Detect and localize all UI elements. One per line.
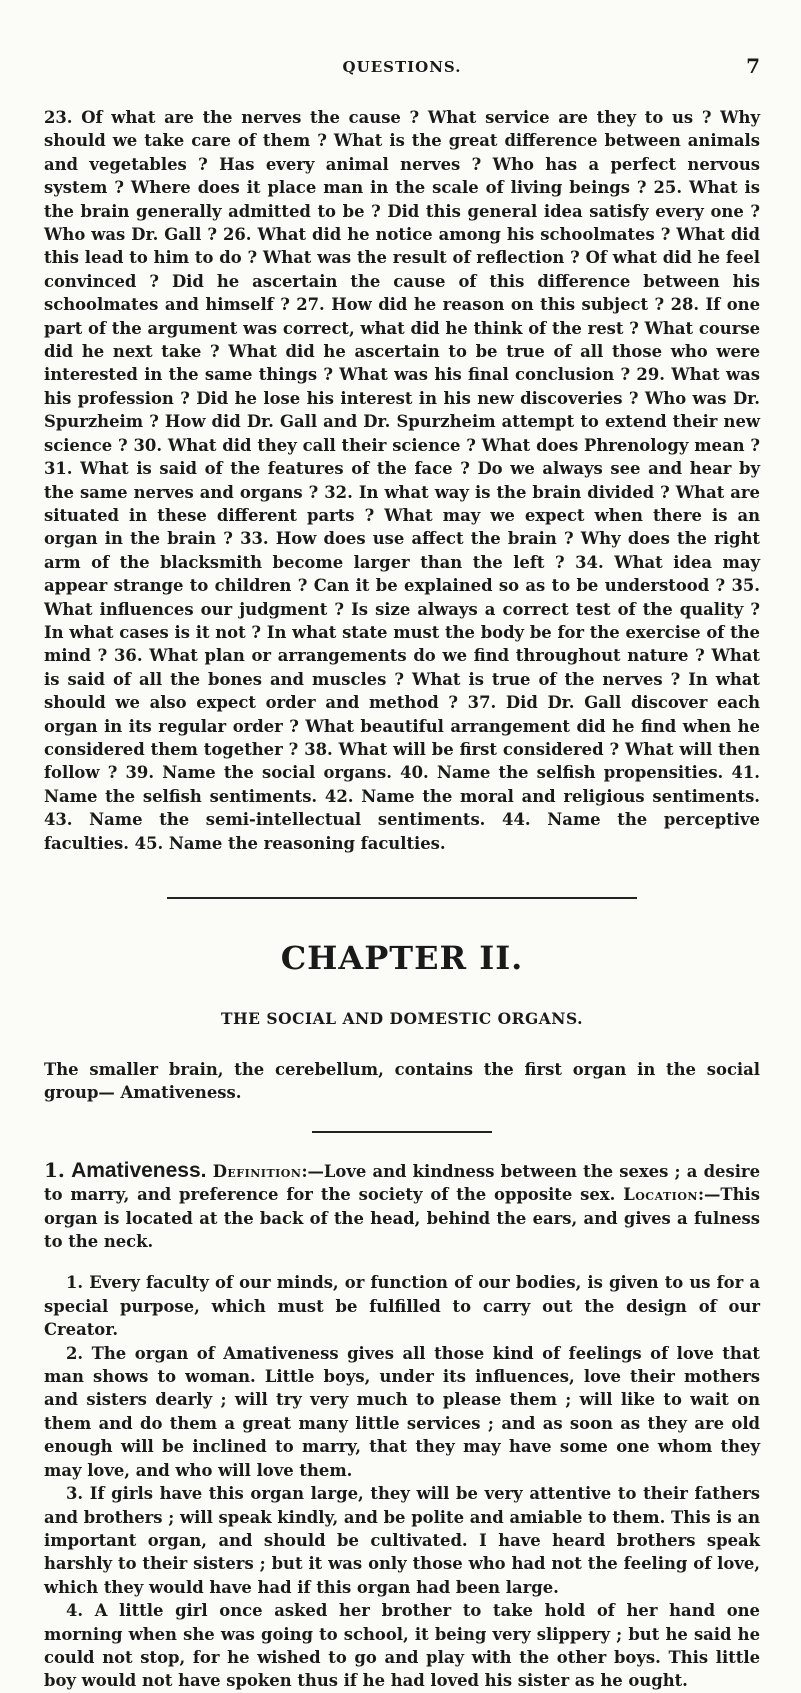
book-page xyxy=(44,36,760,1693)
faculty-entry xyxy=(44,1159,760,1254)
definition-label: Definition xyxy=(212,1161,302,1181)
faculty-name: Amativeness. xyxy=(71,1158,207,1182)
numbered-points xyxy=(44,1271,760,1692)
faculty-number: 1. xyxy=(44,1157,65,1182)
running-head xyxy=(44,36,760,78)
chapter-title: CHAPTER II. xyxy=(280,939,524,977)
review-questions: 23. Of what are the nerves the cause ? What service are they to us ? Why should we take care of them ? What is the great difference between animals and vegetables ? Has every animal nerves ? Who has a perfect nervous system ? Where does it place man in the scale of living beings ? 25. What is the brain generally admitted to be ? Did this general idea satisfy every one ? Who was Dr. Gall ? 26. What did he notice among his schoolmates ? What did this lead to him to do ? What was the result of reflection ? Of what did he feel convinced ? Did he ascertain the cause of this difference between his schoolmates and himself ? 27. How did he reason on this subject ? 28. If one part of the argument was correct, what did he think of the rest ? What course did he next take ? What did he ascertain to be true of all those who were interested in the same things ? What was his final conclusion ? 29. What was his profession ? Did he lose his interest in his new discoveries ? Who was Dr. Spurzheim ? How did Dr. Gall and Dr. Spurzheim attempt to extend their new science ? 30. What did they call their science ? What does Phrenology mean ? 31. What is said of the features of the face ? Do we always see and hear by the same nerves and organs ? 32. In what way is the brain divided ? What are situated in these different parts ? What may we expect when there is an organ in the brain ? 33. How does use affect the brain ? Why does the right arm of the blacksmith become larger than the left ? 34. What idea may appear strange to children ? Can it be explained so as to be understood ? 35. What influences our judgment ? Is size always a correct test of the quality ? In what cases is it not ? In what state must the body be for the exercise of the mind ? 36. What plan or arrangements do we find throughout nature ? What is said of all the bones and muscles ? What is true of the nerves ? In what should we also expect order and method ? 37. Did Dr. Gall discover each organ in its regular order ? What beautiful arrangement did he find when he considered them together ? 38. What will be first considered ? What will then follow ? 39. Name the social organs. 40. Name the selfish propensities. 41. Name the selfish sentiments. 42. Name the moral and religious sentiments. 43. Name the semi-intellectual sentiments. 44. Name the perceptive faculties. 45. Name the reasoning faculties. xyxy=(44,108,760,853)
point-paragraph: 4. A little girl once asked her brother to take hold of her hand one morning when she was going to school, it being very slippery ; but he said he could not stop, for he wished to go and play with the other boys. This little boy would not have spoken thus if he had loved his sister as he ought. xyxy=(44,1601,760,1691)
location-label: Location xyxy=(623,1185,698,1205)
page-number: 7 xyxy=(746,54,760,78)
short-divider xyxy=(312,1131,492,1133)
point-paragraph: 1. Every faculty of our minds, or function of our bodies, is given to us for a special purpose, which must be fulfilled to carry out the design of our Creator. xyxy=(44,1273,760,1340)
chapter-intro: The smaller brain, the cerebellum, contains the first organ in the social group— Amativeness. xyxy=(44,1060,760,1103)
section-title: THE SOCIAL AND DOMESTIC ORGANS. xyxy=(220,1009,583,1028)
definition-text: :—Love and kindness between the sexes ; a desire to marry, and preference for the society of the opposite sex. xyxy=(44,1161,760,1205)
point-paragraph: 3. If girls have this organ large, they will be very attentive to their fathers and brothers ; will speak kindly, and be polite and amiable to them. This is an important organ, and should be cultivated. I have heard brothers speak harshly to their sisters ; but it was only those who had not the feeling of love, which they would have had if this organ had been large. xyxy=(44,1484,760,1597)
running-title: QUESTIONS. xyxy=(342,58,462,76)
section-divider xyxy=(167,897,637,899)
location-text: :—This organ is located at the back of the head, behind the ears, and gives a fulness to the neck. xyxy=(44,1185,760,1252)
point-paragraph: 2. The organ of Amativeness gives all those kind of feelings of love that man shows to woman. Little boys, under its influences, love their mothers and sisters dearly ; will try very much to please them ; will like to wait on them and do them a great many little services ; and as soon as they are old enough will be inclined to marry, that they may have some one whom they may love, and who will love them. xyxy=(44,1343,760,1480)
